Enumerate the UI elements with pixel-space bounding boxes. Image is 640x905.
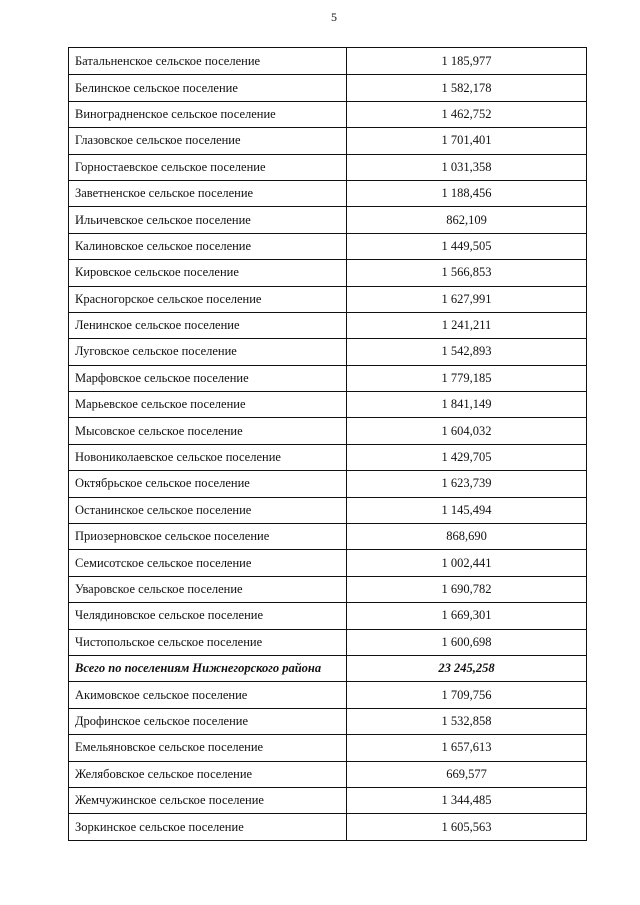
amount-cell: 23 245,258 <box>438 661 495 676</box>
settlement-name-cell: Октябрьское сельское поселение <box>69 471 347 496</box>
settlements-table <box>68 47 587 841</box>
amount-cell: 1 604,032 <box>441 423 492 438</box>
table-row <box>69 813 586 839</box>
settlement-name-cell: Акимовское сельское поселение <box>69 682 347 707</box>
settlement-name-cell: Луговское сельское поселение <box>69 339 347 364</box>
table-row <box>69 48 586 74</box>
settlement-name-cell: Белинское сельское поселение <box>69 75 347 100</box>
table-row <box>69 787 586 813</box>
settlement-name-cell: Приозерновское сельское поселение <box>69 524 347 549</box>
amount-cell: 1 690,782 <box>441 582 492 596</box>
table-row <box>69 286 586 312</box>
table-row <box>69 233 586 259</box>
table-row <box>69 629 586 655</box>
settlement-name-cell: Зоркинское сельское поселение <box>69 814 347 839</box>
amount-cell: 1 542,893 <box>441 344 492 359</box>
settlement-name-cell: Жемчужинское сельское поселение <box>69 788 347 813</box>
amount-cell: 1 600,698 <box>441 634 492 649</box>
amount-cell: 1 031,358 <box>441 159 492 174</box>
table-row <box>69 444 586 470</box>
table-row <box>69 312 586 338</box>
settlement-name-cell: Заветненское сельское поселение <box>69 181 347 206</box>
settlement-name-cell: Ильичевское сельское поселение <box>69 207 347 232</box>
amount-cell: 1 449,505 <box>441 238 492 253</box>
amount-cell: 1 462,752 <box>441 106 492 121</box>
amount-cell: 669,577 <box>446 766 487 781</box>
table-row <box>69 602 586 628</box>
table-row <box>69 127 586 153</box>
table-row <box>69 576 586 602</box>
amount-cell: 1 188,456 <box>441 186 492 201</box>
amount-cell: 1 185,977 <box>441 53 492 68</box>
settlement-name-cell: Семисотское сельское поселение <box>69 550 347 575</box>
settlement-name-cell: Останинское сельское поселение <box>69 498 347 523</box>
amount-cell: 1 002,441 <box>441 555 492 570</box>
amount-cell: 1 623,739 <box>441 476 492 491</box>
amount-cell: 1 145,494 <box>441 502 492 517</box>
amount-cell: 1 779,185 <box>441 370 492 385</box>
table-row <box>69 391 586 417</box>
amount-cell: 1 344,485 <box>441 793 492 808</box>
amount-cell: 862,109 <box>446 212 487 227</box>
settlement-name-cell: Новониколаевское сельское поселение <box>69 445 347 470</box>
table-row <box>69 761 586 787</box>
amount-cell: 1 566,853 <box>441 265 492 280</box>
settlement-name-cell: Батальненское сельское поселение <box>69 48 347 74</box>
table-row <box>69 259 586 285</box>
amount-cell: 1 532,858 <box>441 713 492 728</box>
table-row <box>69 523 586 549</box>
total-row <box>69 655 586 681</box>
settlement-name-cell: Калиновское сельское поселение <box>69 234 347 259</box>
settlement-name-cell: Виноградненское сельское поселение <box>69 102 347 127</box>
table-row <box>69 338 586 364</box>
settlement-name-cell: Желябовское сельское поселение <box>69 762 347 787</box>
amount-cell: 1 841,149 <box>441 397 492 412</box>
settlement-name-cell: Горностаевское сельское поселение <box>69 155 347 180</box>
settlement-name-cell: Дрофинское сельское поселение <box>69 709 347 734</box>
settlement-name-cell: Мысовское сельское поселение <box>69 418 347 443</box>
amount-cell: 1 627,991 <box>441 291 492 306</box>
amount-cell: 1 429,705 <box>441 450 492 465</box>
settlement-name-cell: Чистопольское сельское поселение <box>69 630 347 655</box>
settlement-name-cell: Всего по поселениям Нижнегорского района <box>69 656 347 681</box>
table-row <box>69 470 586 496</box>
settlement-name-cell: Кировское сельское поселение <box>69 260 347 285</box>
table-row <box>69 101 586 127</box>
amount-cell: 1 657,613 <box>441 740 492 755</box>
table-row <box>69 497 586 523</box>
table-row <box>69 549 586 575</box>
amount-cell: 1 701,401 <box>441 133 492 148</box>
table-row <box>69 154 586 180</box>
amount-cell: 1 605,563 <box>441 819 492 834</box>
amount-cell: 1 582,178 <box>441 80 492 95</box>
table-row <box>69 180 586 206</box>
amount-cell: 868,690 <box>446 529 487 544</box>
table-row <box>69 734 586 760</box>
table-row <box>69 681 586 707</box>
table-row <box>69 708 586 734</box>
table-row <box>69 74 586 100</box>
settlement-name-cell: Уваровское сельское поселение <box>69 577 347 602</box>
settlement-name-cell: Челядиновское сельское поселение <box>69 603 347 628</box>
settlement-name-cell: Глазовское сельское поселение <box>69 128 347 153</box>
table-row <box>69 206 586 232</box>
table-row <box>69 365 586 391</box>
table-row <box>69 417 586 443</box>
settlement-name-cell: Марьевское сельское поселение <box>69 392 347 417</box>
amount-cell: 1 669,301 <box>441 608 492 623</box>
settlement-name-cell: Красногорское сельское поселение <box>69 287 347 312</box>
page-number: 5 <box>331 10 337 24</box>
amount-cell: 1 709,756 <box>441 687 492 702</box>
amount-cell: 1 241,211 <box>441 318 492 333</box>
settlement-name-cell: Марфовское сельское поселение <box>69 366 347 391</box>
settlement-name-cell: Емельяновское сельское поселение <box>69 735 347 760</box>
settlement-name-cell: Ленинское сельское поселение <box>69 313 347 338</box>
